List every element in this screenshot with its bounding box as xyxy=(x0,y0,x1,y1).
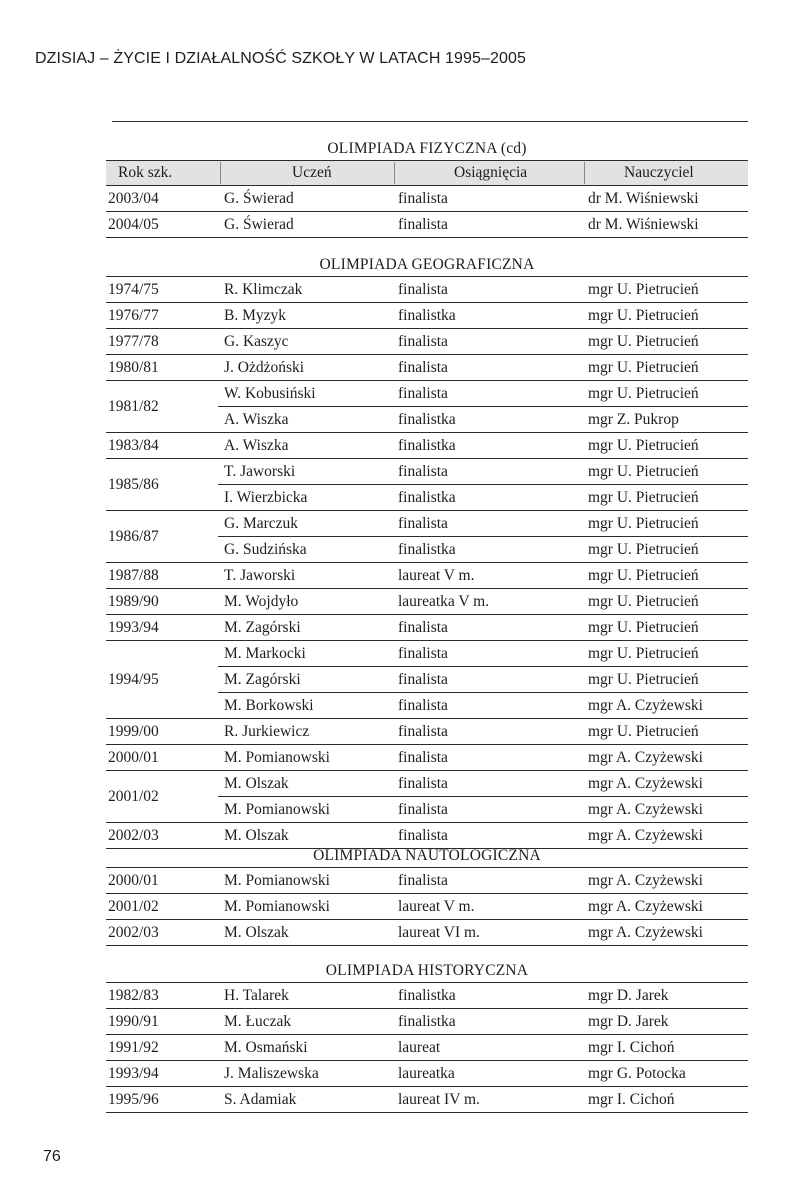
table-row xyxy=(106,745,748,771)
column-separator xyxy=(394,162,395,184)
student-name: M. Łuczak xyxy=(224,1013,292,1030)
school-year: 1991/92 xyxy=(108,1039,159,1056)
table-row xyxy=(106,563,748,589)
table-subrow xyxy=(218,797,748,822)
student-name: W. Kobusiński xyxy=(224,385,316,402)
olympiad-section xyxy=(106,254,748,849)
achievement: finalista xyxy=(398,385,448,402)
table-row-group xyxy=(106,511,748,563)
table-subrow xyxy=(218,641,748,667)
table-row xyxy=(106,920,748,946)
school-year: 2000/01 xyxy=(108,872,159,889)
student-name: M. Wojdyło xyxy=(224,593,299,610)
achievement: finalista xyxy=(398,801,448,818)
achievement: finalista xyxy=(398,645,448,662)
student-name: T. Jaworski xyxy=(224,463,296,480)
teacher-name: mgr U. Pietrucień xyxy=(588,671,699,688)
teacher-name: mgr U. Pietrucień xyxy=(588,489,699,506)
table-row xyxy=(106,1087,748,1113)
student-name: G. Świerad xyxy=(224,216,294,233)
teacher-name: mgr A. Czyżewski xyxy=(588,697,703,714)
teacher-name: mgr D. Jarek xyxy=(588,1013,669,1030)
teacher-name: mgr U. Pietrucień xyxy=(588,541,699,558)
achievement: finalista xyxy=(398,216,448,233)
student-name: M. Markocki xyxy=(224,645,306,662)
teacher-name: mgr U. Pietrucień xyxy=(588,723,699,740)
student-name: M. Zagórski xyxy=(224,671,301,688)
page-number: 76 xyxy=(43,1148,61,1165)
table-row xyxy=(106,186,748,212)
teacher-name: mgr A. Czyżewski xyxy=(588,872,703,889)
column-separator xyxy=(584,162,585,184)
teacher-name: mgr U. Pietrucień xyxy=(588,619,699,636)
school-year: 1982/83 xyxy=(108,987,159,1004)
achievement: laureatka xyxy=(398,1065,455,1082)
school-year: 1987/88 xyxy=(108,567,159,584)
table-row xyxy=(106,303,748,329)
school-year: 1985/86 xyxy=(108,475,159,493)
student-name: R. Klimczak xyxy=(224,281,303,298)
table-subrow xyxy=(218,771,748,797)
table-header xyxy=(106,160,748,186)
teacher-name: mgr U. Pietrucień xyxy=(588,385,699,402)
student-name: M. Olszak xyxy=(224,924,289,941)
table-subrow xyxy=(218,667,748,693)
student-name: G. Kaszyc xyxy=(224,333,289,350)
school-year: 1989/90 xyxy=(108,593,159,610)
table-subrow xyxy=(218,485,748,510)
school-year: 1995/96 xyxy=(108,1091,159,1108)
table-row xyxy=(106,433,748,459)
student-name: G. Marczuk xyxy=(224,515,299,532)
table-subrow xyxy=(218,381,748,407)
section-title: OLIMPIADA FIZYCZNA (cd) xyxy=(327,140,527,157)
teacher-name: mgr U. Pietrucień xyxy=(588,359,699,376)
school-year: 1974/75 xyxy=(108,281,159,298)
table-row xyxy=(106,615,748,641)
teacher-name: dr M. Wiśniewski xyxy=(588,216,699,233)
achievement: finalista xyxy=(398,359,448,376)
achievement: finalistka xyxy=(398,1013,456,1030)
teacher-name: mgr A. Czyżewski xyxy=(588,749,703,766)
student-name: M. Pomianowski xyxy=(224,801,330,818)
school-year: 2000/01 xyxy=(108,749,159,766)
table-row xyxy=(106,1035,748,1061)
school-year: 2002/03 xyxy=(108,924,159,941)
column-header: Uczeń xyxy=(292,164,332,181)
teacher-name: mgr U. Pietrucień xyxy=(588,515,699,532)
achievement: finalista xyxy=(398,749,448,766)
achievement: finalista xyxy=(398,281,448,298)
teacher-name: mgr I. Cichoń xyxy=(588,1091,675,1108)
student-name: I. Wierzbicka xyxy=(224,489,308,506)
table-subrow xyxy=(218,407,748,432)
school-year: 2003/04 xyxy=(108,190,159,207)
table-subrow xyxy=(218,511,748,537)
table-row xyxy=(106,329,748,355)
teacher-name: mgr Z. Pukrop xyxy=(588,411,679,428)
student-name: M. Zagórski xyxy=(224,619,301,636)
table-row xyxy=(106,982,748,1009)
table-subrow xyxy=(218,459,748,485)
student-name: T. Jaworski xyxy=(224,567,296,584)
achievement: finalista xyxy=(398,515,448,532)
teacher-name: mgr U. Pietrucień xyxy=(588,281,699,298)
teacher-name: mgr U. Pietrucień xyxy=(588,645,699,662)
achievement: finalista xyxy=(398,333,448,350)
achievement: laureat V m. xyxy=(398,567,475,584)
achievement: laureat VI m. xyxy=(398,924,480,941)
achievement: laureat xyxy=(398,1039,441,1056)
achievement: finalistka xyxy=(398,489,456,506)
table-subrow xyxy=(218,693,748,718)
achievement: laureat IV m. xyxy=(398,1091,480,1108)
teacher-name: mgr I. Cichoń xyxy=(588,1039,675,1056)
column-separator xyxy=(220,162,221,184)
student-name: M. Olszak xyxy=(224,775,289,792)
achievement: finalista xyxy=(398,827,448,844)
school-year: 2001/02 xyxy=(108,787,159,805)
achievement: laureat V m. xyxy=(398,898,475,915)
table-row xyxy=(106,212,748,238)
section-title: OLIMPIADA NAUTOLOGICZNA xyxy=(313,847,541,864)
school-year: 2001/02 xyxy=(108,898,159,915)
teacher-name: mgr A. Czyżewski xyxy=(588,827,703,844)
achievement: finalista xyxy=(398,619,448,636)
column-header: Rok szk. xyxy=(118,164,173,181)
school-year: 1981/82 xyxy=(108,397,159,415)
achievement: finalistka xyxy=(398,411,456,428)
achievement: finalistka xyxy=(398,307,456,324)
achievement: finalista xyxy=(398,775,448,792)
achievement: finalistka xyxy=(398,437,456,454)
student-name: M. Osmański xyxy=(224,1039,308,1056)
table-row xyxy=(106,1009,748,1035)
student-name: M. Pomianowski xyxy=(224,872,330,889)
teacher-name: mgr A. Czyżewski xyxy=(588,775,703,792)
column-header: Nauczyciel xyxy=(624,164,694,181)
table-row xyxy=(106,355,748,381)
achievement: laureatka V m. xyxy=(398,593,490,610)
school-year: 1977/78 xyxy=(108,333,159,350)
achievement: finalista xyxy=(398,671,448,688)
teacher-name: mgr U. Pietrucień xyxy=(588,333,699,350)
teacher-name: mgr D. Jarek xyxy=(588,987,669,1004)
student-name: M. Pomianowski xyxy=(224,749,330,766)
table-row xyxy=(106,1061,748,1087)
school-year: 1994/95 xyxy=(108,670,159,688)
student-name: G. Sudzińska xyxy=(224,541,307,558)
teacher-name: mgr U. Pietrucień xyxy=(588,593,699,610)
column-header: Osiągnięcia xyxy=(454,164,528,181)
school-year: 1999/00 xyxy=(108,723,159,740)
school-year: 2002/03 xyxy=(108,827,159,844)
school-year: 2004/05 xyxy=(108,216,159,233)
school-year: 1983/84 xyxy=(108,437,159,454)
running-header: DZISIAJ – ŻYCIE I DZIAŁALNOŚĆ SZKOŁY W LATACH 1995–2005 xyxy=(35,50,527,67)
table-row xyxy=(106,589,748,615)
teacher-name: mgr U. Pietrucień xyxy=(588,463,699,480)
student-name: M. Olszak xyxy=(224,827,289,844)
student-name: A. Wiszka xyxy=(224,411,289,428)
section-title: OLIMPIADA HISTORYCZNA xyxy=(325,962,529,979)
achievement: finalista xyxy=(398,190,448,207)
achievement: finalista xyxy=(398,697,448,714)
teacher-name: mgr A. Czyżewski xyxy=(588,801,703,818)
teacher-name: mgr A. Czyżewski xyxy=(588,924,703,941)
teacher-name: mgr A. Czyżewski xyxy=(588,898,703,915)
achievement: finalistka xyxy=(398,987,456,1004)
student-name: J. Ożdżoński xyxy=(224,359,305,376)
olympiad-section xyxy=(106,960,748,1113)
school-year: 1986/87 xyxy=(108,527,159,545)
table-row-group xyxy=(106,381,748,433)
student-name: B. Myzyk xyxy=(224,307,286,324)
olympiad-section xyxy=(106,845,748,946)
table-row xyxy=(106,276,748,303)
student-name: G. Świerad xyxy=(224,190,294,207)
teacher-name: mgr U. Pietrucień xyxy=(588,307,699,324)
achievement: finalista xyxy=(398,463,448,480)
table-row-group xyxy=(106,459,748,511)
teacher-name: mgr U. Pietrucień xyxy=(588,567,699,584)
student-name: S. Adamiak xyxy=(224,1091,297,1108)
student-name: R. Jurkiewicz xyxy=(224,723,310,740)
achievement: finalista xyxy=(398,723,448,740)
school-year: 1993/94 xyxy=(108,619,159,636)
table-row xyxy=(106,719,748,745)
table-subrow xyxy=(218,537,748,562)
table-row-group xyxy=(106,771,748,823)
achievement: finalista xyxy=(398,872,448,889)
teacher-name: mgr U. Pietrucień xyxy=(588,437,699,454)
student-name: M. Pomianowski xyxy=(224,898,330,915)
student-name: A. Wiszka xyxy=(224,437,289,454)
student-name: H. Talarek xyxy=(224,987,289,1004)
table-row xyxy=(106,894,748,920)
teacher-name: dr M. Wiśniewski xyxy=(588,190,699,207)
olympiad-section xyxy=(106,138,748,238)
school-year: 1993/94 xyxy=(108,1065,159,1082)
school-year: 1976/77 xyxy=(108,307,159,324)
section-title: OLIMPIADA GEOGRAFICZNA xyxy=(319,256,535,273)
student-name: J. Maliszewska xyxy=(224,1065,319,1082)
table-row xyxy=(106,867,748,894)
student-name: M. Borkowski xyxy=(224,697,314,714)
school-year: 1990/91 xyxy=(108,1013,159,1030)
teacher-name: mgr G. Potocka xyxy=(588,1065,686,1082)
school-year: 1980/81 xyxy=(108,359,159,376)
achievement: finalistka xyxy=(398,541,456,558)
table-row-group xyxy=(106,641,748,719)
